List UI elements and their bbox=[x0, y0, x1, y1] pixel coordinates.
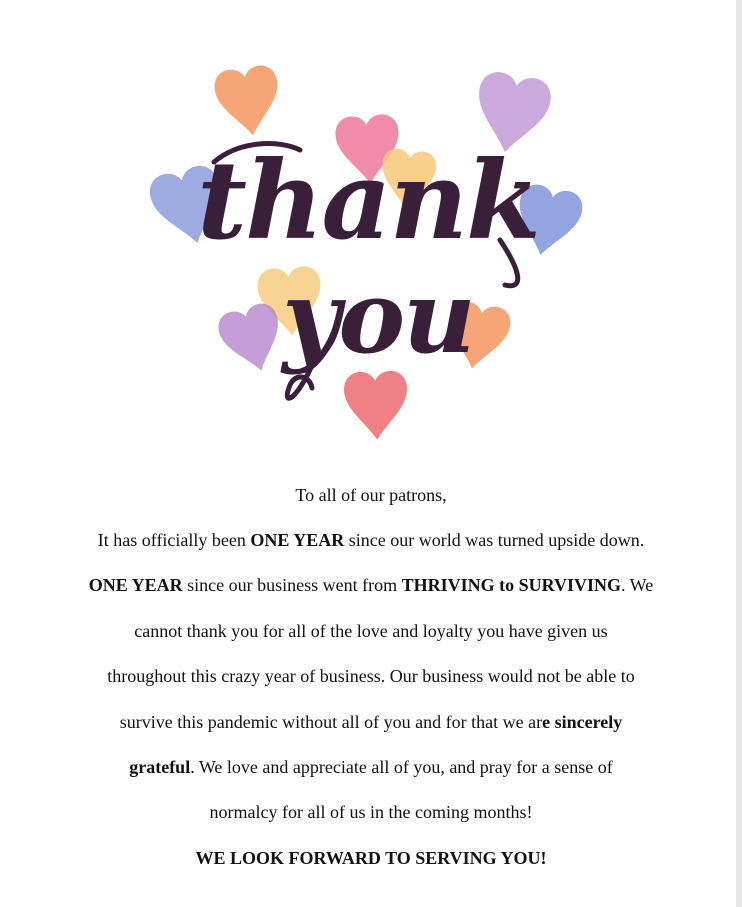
closing-line: WE LOOK FORWARD TO SERVING YOU! bbox=[195, 848, 547, 868]
text-run: since our world was turned upside down. bbox=[344, 530, 645, 550]
text-run: . We love and appreciate all of you, and pray for a sense of bbox=[190, 757, 613, 777]
bold-text-run: grateful bbox=[129, 757, 191, 777]
heart-red-bottom-icon bbox=[343, 370, 408, 440]
letter-line bbox=[0, 711, 742, 733]
thank-word: thank bbox=[197, 138, 539, 264]
bold-text-run: ONE YEAR bbox=[250, 530, 345, 550]
letter-line bbox=[0, 574, 742, 596]
text-run: normalcy for all of us in the coming months! bbox=[209, 802, 533, 822]
page-edge bbox=[736, 0, 742, 907]
letter-line bbox=[0, 529, 742, 551]
greeting-line: To all of our patrons, bbox=[295, 485, 447, 505]
letter-line bbox=[0, 756, 742, 778]
text-run: . We bbox=[621, 575, 654, 595]
text-run: cannot thank you for all of the love and loyalty you have given us bbox=[134, 621, 608, 641]
text-run: since our business went from bbox=[182, 575, 402, 595]
bold-text-run: THRIVING to SURVIVING bbox=[401, 575, 621, 595]
heart-orange-top-icon bbox=[212, 63, 284, 139]
text-run: survive this pandemic without all of you and for that we ar bbox=[119, 712, 543, 732]
bold-text-run: ONE YEAR bbox=[88, 575, 183, 595]
text-run: It has officially been bbox=[97, 530, 251, 550]
letter-line bbox=[0, 665, 742, 687]
letter-line bbox=[0, 801, 742, 823]
bold-text-run: e sincerely bbox=[542, 712, 623, 732]
text-run: throughout this crazy year of business. Our business would not be able to bbox=[107, 666, 635, 686]
letter-line bbox=[0, 620, 742, 642]
you-word: you bbox=[282, 258, 474, 376]
